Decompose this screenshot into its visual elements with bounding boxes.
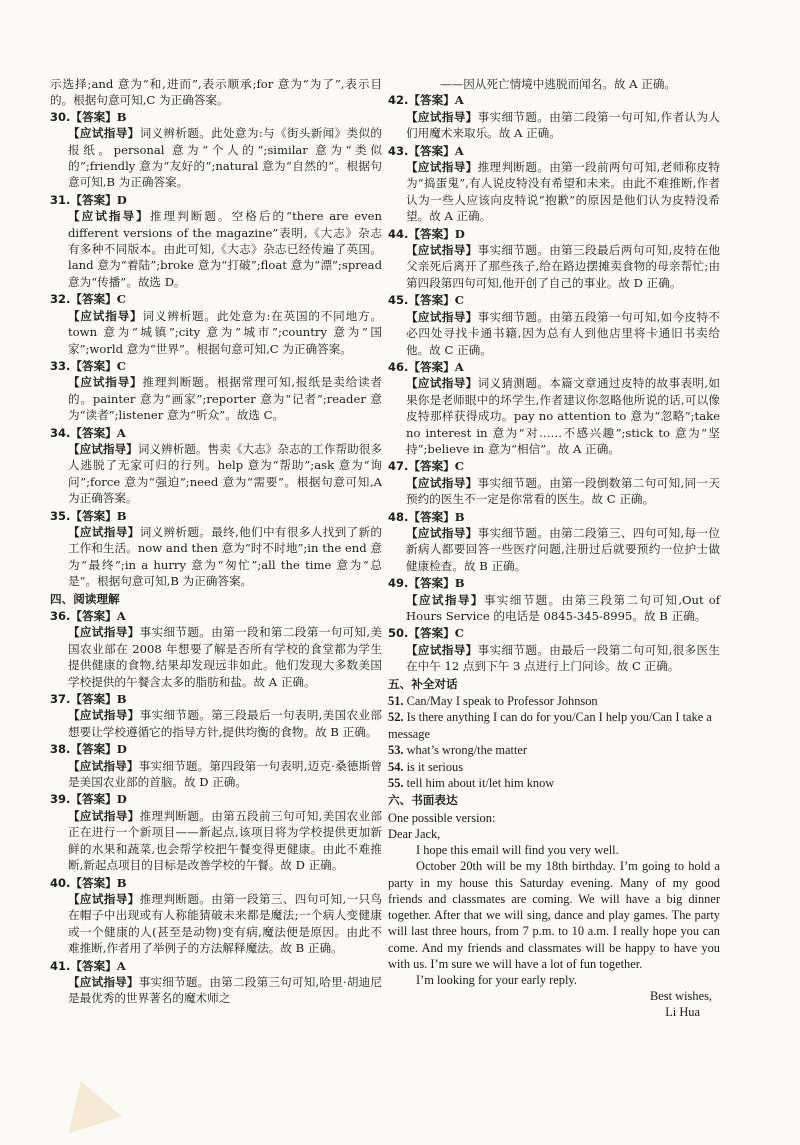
question-number: 44. — [388, 226, 409, 241]
answer-item-49 — [388, 575, 720, 624]
essay-greeting: Dear Jack, — [388, 827, 441, 842]
guide-tag: 【应试指导】 — [68, 974, 139, 989]
dialog-answer-text: is it serious — [406, 759, 464, 774]
answer-label: 【答案】D — [408, 226, 465, 241]
guide-tag: 【应试指导】 — [68, 126, 140, 141]
dialog-answer-text: Can/May I speak to Professor Johnson — [406, 694, 598, 709]
dialog-answer-text: tell him about it/let him know — [406, 776, 555, 791]
guide-text: 推理判断题。由第一段第三、四句可知,一只鸟在帽子中出现或有人称能猜破未来都是魔法;一个病人变健康或一个健康的人(甚至是动物)变有病,魔法便是原因。由此不难推断,作者用了举例子的方法解释魔法。故 B 正确。 — [68, 891, 382, 956]
guide-text: 推理判断题。空格后的“there are even different versions of the magazine”表明,《大志》杂志有多种不同版本。由此可知,《大志》杂志已经传遍了英国。land 意为“着陆”;broke 意为“打破”;float 意为“漂”;spread 意为“传播”。故选 D。 — [68, 209, 382, 289]
question-number: 52. — [388, 710, 404, 725]
answer-label: 【答案】A — [70, 609, 126, 623]
answer-item-31 — [50, 192, 382, 290]
answer-item-44 — [388, 226, 720, 292]
answer-label: 【答案】B — [70, 692, 127, 707]
guide-text: 词义辨析题。此处意为:与《街头新闻》类似的报纸。personal 意为“个人的”;similar 意为“类似的”;friendly 意为“友好的”;natural 意为“自然的”。根据句意可知,B 为正确答案。 — [68, 126, 382, 190]
question-number: 32. — [50, 292, 71, 307]
answer-label: 【答案】D — [70, 792, 127, 807]
section-heading-dialog: 五、补全对话 — [388, 676, 458, 691]
cloze-answers-30-35 — [50, 109, 382, 590]
question-number: 45. — [388, 293, 409, 308]
guide-tag: 【应试指导】 — [68, 708, 140, 723]
question-number: 48. — [388, 509, 409, 524]
guide-tag: 【应试指导】 — [68, 758, 139, 773]
guide-text: 事实细节题。由第二段第三句可知,哈里·胡迪尼是最优秀的世界著名的魔术师之 — [68, 974, 382, 1006]
left-intro: 示选择;and 意为“和,进而”,表示顺承;for 意为“为了”,表示目的。根据句意可知,C 为正确答案。 — [50, 77, 382, 108]
essay-signature: Li Hua — [665, 1005, 700, 1020]
question-number: 35. — [50, 508, 71, 523]
answer-item-34 — [50, 425, 382, 507]
question-number: 38. — [50, 742, 71, 757]
question-number: 46. — [388, 359, 409, 374]
guide-tag: 【应试指导】 — [68, 209, 150, 224]
question-number: 39. — [50, 792, 71, 807]
dialog-answer-51 — [388, 693, 720, 709]
answer-label: 【答案】C — [408, 293, 464, 308]
guide-tag: 【应试指导】 — [406, 525, 478, 540]
guide-tag: 【应试指导】 — [68, 441, 138, 456]
question-number: 31. — [50, 192, 71, 207]
guide-text: 词义辨析题。最终,他们中有很多人找到了新的工作和生活。now and then 意为“时不时地”;in the end 意为“最终”;in a hurry 意为“匆忙”;all the time 意为“总是”。根据句意可知,B 为正确答案。 — [68, 524, 382, 589]
guide-text: 事实细节题。由第二段第三、四句可知,每一位新病人都要回答一些医疗问题,注册过后就要预约一位护士做健康检查。故 B 正确。 — [406, 525, 720, 573]
dialog-answers — [388, 693, 720, 791]
guide-text: 事实细节题。由第一段倒数第二句可知,同一天预约的医生不一定是你常看的医生。故 C 正确。 — [406, 475, 720, 507]
guide-text: 事实细节题。由最后一段第二句可知,很多医生在中午 12 点到下午 3 点进行上门问诊。故 C 正确。 — [406, 642, 720, 674]
answer-label: 【答案】B — [70, 109, 127, 124]
guide-tag: 【应试指导】 — [406, 243, 478, 258]
question-number: 33. — [50, 358, 71, 373]
answer-item-46 — [388, 359, 720, 457]
answer-item-32 — [50, 291, 382, 357]
guide-tag: 【应试指导】 — [68, 375, 143, 390]
guide-tag: 【应试指导】 — [406, 376, 478, 391]
question-number: 54. — [388, 759, 404, 774]
dialog-answer-54 — [388, 759, 720, 775]
essay-paragraph-2: October 20th will be my 18th birthday. I’m going to hold a party in my house this Saturday evening. Many of my good friends and classmates are coming. We will have a big dinner together. After that we will sing, dance and play games. The party will last three hours, from 7 p.m. to 10 a.m. I really hope you can come. And my friends and classmates will be happy to have you with us. I’m sure we will have a lot of fun together. — [388, 859, 720, 971]
guide-text: 词义辨析题。此处意为:在英国的不同地方。town 意为“城镇”;city 意为“城市”;country 意为“国家”;world 意为“世界”。根据句意可知,C 为正确答案。 — [68, 308, 382, 356]
answer-item-41 — [50, 958, 382, 1007]
answer-item-35 — [50, 508, 382, 590]
answer-label: 【答案】A — [408, 143, 464, 158]
answer-label: 【答案】B — [408, 576, 465, 591]
section-heading-writing: 六、书面表达 — [388, 793, 458, 808]
answer-label: 【答案】A — [70, 425, 126, 440]
sample-essay — [388, 810, 720, 1021]
question-number: 51. — [388, 694, 404, 709]
guide-tag: 【应试指导】 — [68, 308, 143, 323]
answer-item-40 — [50, 875, 382, 957]
guide-tag: 【应试指导】 — [68, 524, 140, 539]
answer-item-38 — [50, 741, 382, 790]
guide-tag: 【应试指导】 — [68, 625, 140, 640]
guide-text: 推理判断题。由第五段前三句可知,美国农业部正在进行一个新项目——新起点,该项目将为学校提供更加新鲜的水果和蔬菜,也会帮学校把午餐变得更健康。由此不难推断,新起点项目的目标是改善学校的午餐。故 D 正确。 — [68, 808, 382, 873]
guide-text: 词义辨析题。售卖《大志》杂志的工作帮助很多人逃脱了无家可归的行列。help 意为“帮助”;ask 意为“询问”;force 意为“强迫”;need 意为“需要”。根据句意可知,A 为正确答案。 — [68, 441, 382, 506]
question-number: 36. — [50, 609, 71, 623]
guide-text: 事实细节题。由第二段第一句可知,作者认为人们用魔术来取乐。故 A 正确。 — [406, 109, 720, 141]
reading-answers-36-41 — [50, 608, 382, 1007]
answer-item-42 — [388, 92, 720, 141]
guide-text: 事实细节题。由第五段第一句可知,如今皮特不必四处寻找卡通书籍,因为总有人到他店里将卡通旧书卖给他。故 C 正确。 — [406, 309, 720, 357]
answer-label: 【答案】C — [408, 626, 464, 641]
answer-label: 【答案】A — [70, 958, 126, 973]
left-column — [50, 76, 382, 1008]
answer-label: 【答案】C — [70, 358, 126, 373]
answer-label: 【答案】A — [408, 359, 464, 374]
answer-label: 【答案】A — [408, 93, 464, 108]
dialog-answer-text: what’s wrong/the matter — [406, 743, 528, 758]
dialog-answer-text: Is there anything I can do for you/Can I help you/Can I take a message — [388, 710, 712, 741]
page-corner-decoration — [54, 1072, 121, 1133]
question-number: 41. — [50, 958, 71, 973]
guide-text: 事实细节题。第三段最后一句表明,美国农业部想要让学校遵循它的指导方针,提供均衡的食物。故 B 正确。 — [68, 708, 382, 739]
answer-item-36 — [50, 608, 382, 690]
answer-label: 【答案】D — [70, 742, 127, 757]
answer-item-43 — [388, 143, 720, 225]
question-number: 40. — [50, 875, 71, 890]
guide-tag: 【应试指导】 — [406, 592, 484, 607]
right-intro: ——因从死亡情境中逃脱而闻名。故 A 正确。 — [440, 77, 677, 91]
guide-text: 推理判断题。由第一段前两句可知,老师称皮特为“捣蛋鬼”,有人说皮特没有希望和未来。由此不难推断,作者认为一些人应该向皮特说“抱歉”的原因是他们认为皮特没希望。故 A 正确。 — [406, 160, 720, 224]
answer-label: 【答案】C — [70, 292, 126, 307]
question-number: 37. — [50, 692, 71, 707]
essay-version-label: One possible version: — [388, 810, 496, 825]
answer-item-45 — [388, 292, 720, 358]
guide-text: 事实细节题。第四段第一句表明,迈克·桑德斯曾是美国农业部的首脑。故 D 正确。 — [68, 758, 382, 790]
dialog-answer-55 — [388, 775, 720, 791]
dialog-answer-53 — [388, 742, 720, 758]
guide-text: 事实细节题。由第一段和第二段第一句可知,美国农业部在 2008 年想要了解是否所有学校的食堂都为学生提供健康的食物,结果却发现远非如此。他们发现大多数美国学校提供的午餐含太多的脂肪和盐。故 A 正确。 — [68, 625, 382, 689]
dialog-answer-52 — [388, 709, 720, 742]
guide-text: 事实细节题。由第三段最后两句可知,皮特在他父亲死后离开了那些孩子,给在路边摆摊卖食物的母亲帮忙;由第四段第四句可知,他开创了自己的事业。故 D 正确。 — [406, 243, 720, 290]
question-number: 55. — [388, 776, 404, 791]
answer-item-37 — [50, 691, 382, 740]
question-number: 50. — [388, 626, 409, 641]
essay-closing: Best wishes, — [650, 989, 712, 1004]
guide-text: 事实细节题。由第三段第二句可知,Out of Hours Service 的电话是 0845-345-8995。故 B 正确。 — [406, 592, 720, 623]
guide-text: 推理判断题。根据常理可知,报纸是卖给读者的。painter 意为“画家”;reporter 意为“记者”;reader 意为“读者”;listener 意为“听众”。故选 C。 — [68, 375, 382, 423]
question-number: 49. — [388, 576, 409, 591]
answer-item-39 — [50, 791, 382, 873]
guide-tag: 【应试指导】 — [68, 891, 140, 906]
question-number: 53. — [388, 743, 404, 758]
answer-label: 【答案】B — [408, 509, 465, 524]
right-column — [388, 76, 720, 1021]
guide-tag: 【应试指导】 — [68, 808, 140, 823]
question-number: 42. — [388, 93, 409, 108]
question-number: 34. — [50, 425, 71, 440]
essay-paragraph-3: I’m looking for your early reply. — [416, 972, 577, 987]
guide-tag: 【应试指导】 — [406, 309, 478, 324]
guide-tag: 【应试指导】 — [406, 109, 478, 124]
question-number: 47. — [388, 459, 409, 474]
answer-item-30 — [50, 109, 382, 191]
answer-label: 【答案】D — [70, 192, 127, 207]
answer-item-50 — [388, 625, 720, 674]
reading-answers-42-50 — [388, 92, 720, 674]
guide-text: 词义猜测题。本篇文章通过皮特的故事表明,如果你是老师眼中的坏学生,作者建议你忽略他所说的话,可以像皮特那样获得成功。pay no attention to 意为“忽略”;take no interest in 意为“对……不感兴趣”;stick to 意为“坚持”;believe in 意为“相信”。故 A 正确。 — [406, 376, 720, 456]
answer-item-48 — [388, 509, 720, 575]
question-number: 43. — [388, 143, 409, 158]
essay-paragraph-1: I hope this email will find you very well. — [416, 843, 619, 858]
guide-tag: 【应试指导】 — [406, 642, 478, 657]
section-heading-reading: 四、阅读理解 — [50, 591, 120, 606]
answer-label: 【答案】B — [70, 508, 127, 523]
answer-label: 【答案】B — [70, 875, 127, 890]
answer-item-33 — [50, 358, 382, 424]
guide-tag: 【应试指导】 — [406, 475, 478, 490]
question-number: 30. — [50, 109, 71, 124]
guide-tag: 【应试指导】 — [406, 160, 478, 175]
answer-label: 【答案】C — [408, 459, 464, 474]
answer-item-47 — [388, 458, 720, 507]
